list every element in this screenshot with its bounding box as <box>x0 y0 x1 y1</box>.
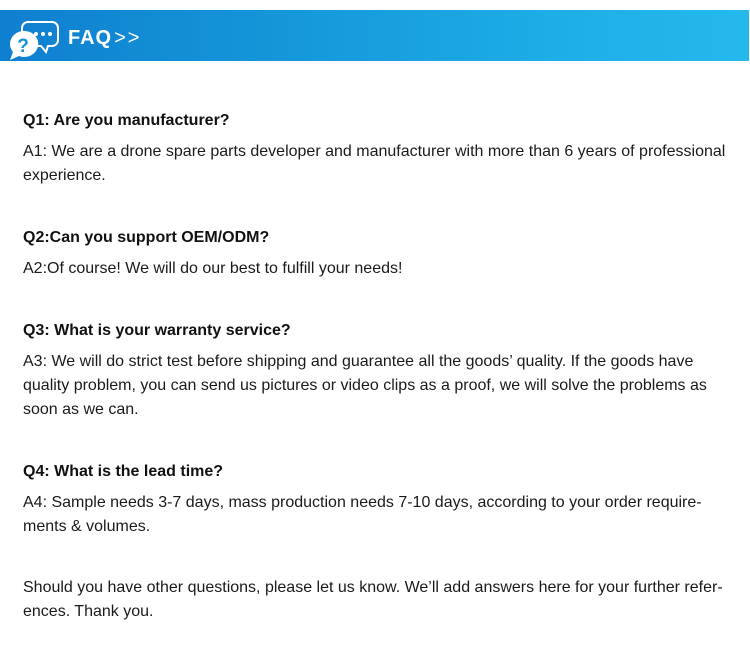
faq-title <box>68 27 141 50</box>
svg-text:?: ? <box>17 36 29 57</box>
faq-item-3 <box>23 319 735 422</box>
faq-title-text: FAQ <box>68 27 113 49</box>
faq-question: Q3: What is your warranty service? <box>23 322 291 339</box>
faq-answer: A1: We are a drone spare parts developer and manufacturer with more than 6 years of professional experience. <box>23 143 726 184</box>
faq-answer: A2:Of course! We will do our best to fulfill your needs! <box>23 260 403 277</box>
closing-note: Should you have other questions, please let us know. We’ll add answers here for your further refer-ences. Thank you. <box>23 579 723 620</box>
faq-item-2 <box>23 226 735 281</box>
faq-question: Q1: Are you manufacturer? <box>23 112 230 129</box>
faq-question: Q2:Can you support OEM/ODM? <box>23 229 270 246</box>
faq-item-4 <box>23 460 735 539</box>
faq-title-chevrons: >> <box>114 27 142 49</box>
faq-question: Q4: What is the lead time? <box>23 463 224 480</box>
question-speech-bubble-icon <box>6 19 60 61</box>
faq-banner <box>0 10 749 61</box>
faq-answer: A4: Sample needs 3-7 days, mass production needs 7-10 days, according to your order require-ments & volumes. <box>23 494 702 535</box>
faq-answer: A3: We will do strict test before shipping and guarantee all the goods’ quality. If the goods have quality problem, you can send us pictures or video clips as a proof, we will solve the problems as soon as we can. <box>23 353 707 418</box>
faq-item-1 <box>23 109 735 188</box>
